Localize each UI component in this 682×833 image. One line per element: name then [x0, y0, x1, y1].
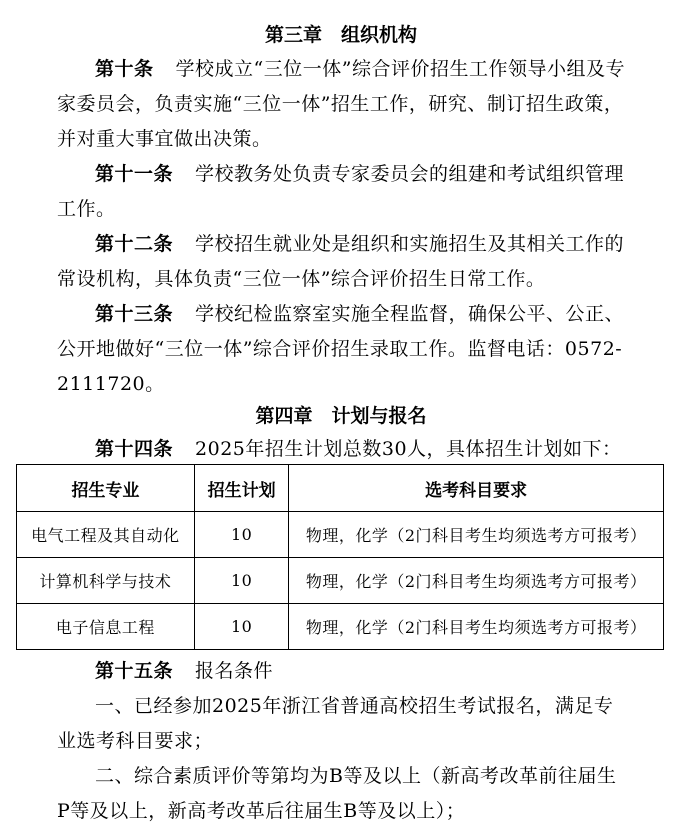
table-row [17, 604, 664, 650]
cell-subject-requirement: 物理，化学（2门科目考生均须选考方可报考） [289, 512, 664, 558]
article-12-text: 学校招生就业处是组织和实施招生及其相关工作的常设机构，具体负责“三位一体”综合评价招生日常工作。 [57, 233, 625, 290]
article-10-lead: 第十条 [95, 58, 154, 80]
header-subject-requirement: 选考科目要求 [289, 465, 664, 512]
article-10-text: 学校成立“三位一体”综合评价招生工作领导小组及专家委员会，负责实施“三位一体”招生工作，研究、制订招生政策，并对重大事宜做出决策。 [57, 58, 625, 150]
table-row [17, 558, 664, 604]
table-header-row [17, 465, 664, 512]
article-13-text: 学校纪检监察室实施全程监督，确保公平、公正、公开地做好“三位一体”综合评价招生录取工作。监督电话：0572-2111720。 [57, 303, 625, 395]
chapter-4-title: 第四章 计划与报名 [255, 405, 427, 427]
header-major: 招生专业 [17, 465, 195, 512]
cell-subject-requirement: 物理，化学（2门科目考生均须选考方可报考） [289, 558, 664, 604]
article-14-lead: 第十四条 [95, 438, 174, 460]
article-10 [57, 52, 625, 157]
condition-2: 二、综合素质评价等第均为B等及以上（新高考改革前往届生P等及以上，新高考改革后往届生B等及以上）； [57, 765, 617, 822]
cell-quota: 10 [194, 604, 288, 650]
article-15-lead: 第十五条 [95, 660, 174, 682]
article-12 [57, 227, 625, 297]
article-15 [57, 654, 625, 689]
article-14-text: 2025年招生计划总数30人，具体招生计划如下： [195, 438, 622, 460]
article-11-lead: 第十一条 [95, 163, 174, 185]
article-13-lead: 第十三条 [95, 303, 174, 325]
chapter-3-title: 第三章 组织机构 [264, 24, 417, 46]
article-15-text: 报名条件 [195, 660, 274, 682]
header-quota: 招生计划 [194, 465, 288, 512]
cell-major: 计算机科学与技术 [17, 558, 195, 604]
cell-major: 电子信息工程 [17, 604, 195, 650]
cell-major: 电气工程及其自动化 [17, 512, 195, 558]
article-11 [57, 157, 625, 227]
cell-subject-requirement: 物理，化学（2门科目考生均须选考方可报考） [289, 604, 664, 650]
cell-quota: 10 [194, 512, 288, 558]
article-13 [57, 297, 625, 402]
cell-quota: 10 [194, 558, 288, 604]
article-14 [57, 434, 625, 464]
condition-1: 一、已经参加2025年浙江省普通高校招生考试报名，满足专业选考科目要求； [57, 695, 614, 752]
enrollment-plan-table [16, 464, 664, 650]
article-11-text: 学校教务处负责专家委员会的组建和考试组织管理工作。 [57, 163, 625, 220]
article-12-lead: 第十二条 [95, 233, 174, 255]
table-row [17, 512, 664, 558]
